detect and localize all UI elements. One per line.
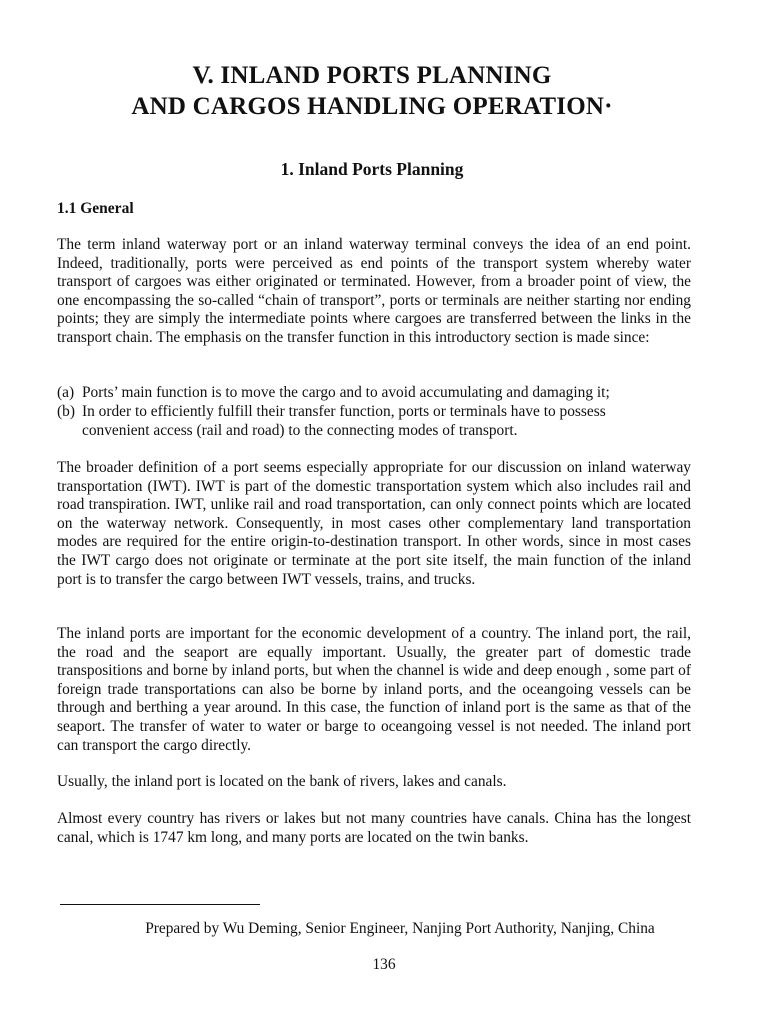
list-text-b-continuation: convenient access (rail and road) to the connecting modes of transport. bbox=[82, 421, 518, 439]
footnote-divider bbox=[60, 904, 260, 905]
page-title bbox=[60, 60, 684, 122]
list-marker-b: (b) bbox=[57, 403, 75, 420]
title-line-2: AND CARGOS HANDLING OPERATION· bbox=[131, 93, 613, 120]
list-item-a bbox=[57, 384, 691, 403]
paragraph-4: Usually, the inland port is located on the bank of rivers, lakes and canals. bbox=[57, 773, 507, 790]
paragraph-2: The broader definition of a port seems especially appropriate for our discussion on inland waterway transportation (IWT). IWT is part of the domestic transportation system which also includes rail and road transpiration. IWT, unlike rail and road transportation, can only connect points which are located on the waterway network. Consequently, in most cases other complementary land transportation modes are required for the entire origin-to-destination transport. In other words, since in most cases the IWT cargo does not originate or terminate at the port site itself, the main function of the inland port is to transfer the cargo between IWT vessels, trains, and trucks. bbox=[57, 459, 691, 588]
paragraph-1: The term inland waterway port or an inland waterway terminal conveys the idea of an end point. Indeed, traditionally, ports were perceived as end points of the transport system whereby water transport of cargoes was either originated or terminated. However, from a broader point of view, the one encompassing the so-called “chain of transport”, ports or terminals are neither starting nor ending points; they are simply the intermediate points where cargoes are transferred between the links in the transport chain. The emphasis on the transfer function in this introductory section is made since: bbox=[57, 236, 691, 346]
title-line-1: V. INLAND PORTS PLANNING bbox=[192, 62, 552, 89]
paragraph-3: The inland ports are important for the economic development of a country. The inland port, the rail, the road and the seaport are equally important. Usually, the greater part of domestic trade transpositions and borne by inland ports, but when the channel is wide and deep enough , some part of foreign trade transportations can also be borne by inland ports, and the oceangoing vessels can be through and berthing a year around. In this case, the function of inland port is the same as that of the seaport. The transfer of water to water or barge to oceangoing vessel is not needed. The inland port can transport the cargo directly. bbox=[57, 625, 691, 754]
list-item-b bbox=[57, 403, 691, 440]
subsection-heading: 1.1 General bbox=[57, 200, 134, 217]
list-marker-a: (a) bbox=[57, 384, 75, 401]
footnote: Prepared by Wu Deming, Senior Engineer, Nanjing Port Authority, Nanjing, China bbox=[145, 920, 655, 937]
list-text-b: In order to efficiently fulfill their transfer function, ports or terminals have to possess bbox=[82, 403, 606, 420]
list-text-a: Ports’ main function is to move the cargo and to avoid accumulating and damaging it; bbox=[82, 384, 610, 401]
section-heading: 1. Inland Ports Planning bbox=[280, 159, 464, 179]
page-number: 136 bbox=[372, 956, 396, 973]
paragraph-5: Almost every country has rivers or lakes but not many countries have canals. China has the longest canal, which is 1747 km long, and many ports are located on the twin banks. bbox=[57, 810, 691, 846]
